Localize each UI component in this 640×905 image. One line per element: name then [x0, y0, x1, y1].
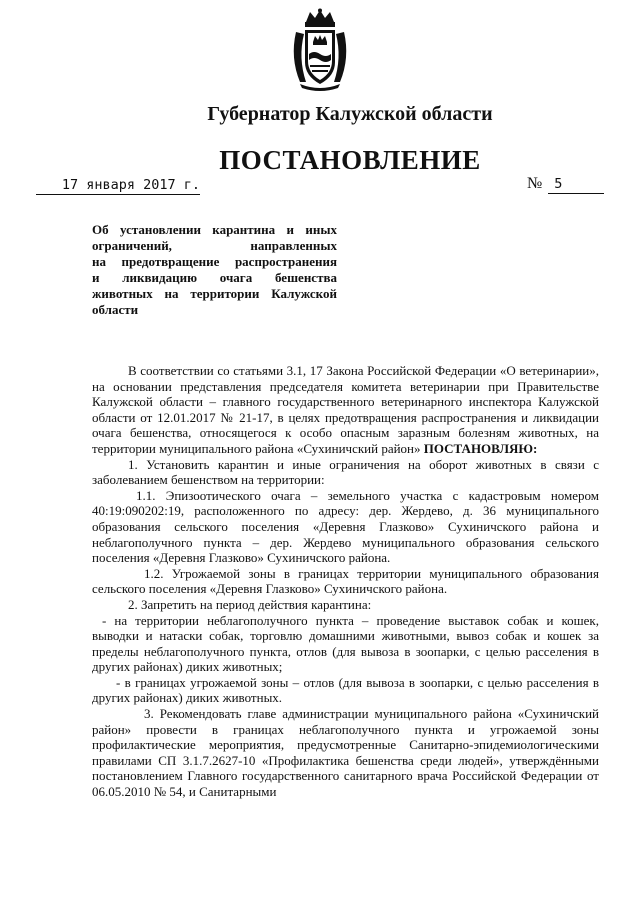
- preamble-text: В соответствии со статьями 3.1, 17 Закона Российской Федерации «О ветеринарии», на основании представления председателя комитета ветеринарии при Правительстве Калужской области – главного государственного ветеринарного инспектора Калужской области от 12.01.2017 № 21-17, в целях предотвращения распространения и ликвидации очага бешенства, относящегося к особо опасным заразным болезням животных, на территории муниципального района «Сухиничский район»: [92, 363, 599, 456]
- item-2-b: - в границах угрожаемой зоны – отлов (для вывоза в зоопарки, с целью расселения в других районах) диких животных.: [92, 674, 599, 706]
- item-3: 3. Рекомендовать главе администрации муниципального района «Сухиничский район» провести в границах неблагополучного пункта и угрожаемой зоны профилактические мероприятия, предусмотренные Санитарно-эпидемиологическими правилами СП 3.1.7.2627-10 «Профилактика бешенства среди людей», утверждёнными постановлением Главного государственного санитарного врача Российской Федерации от 06.05.2010 № 54, и Санитарными: [92, 706, 599, 800]
- subject-line: Об установлении карантина и иных: [92, 222, 337, 237]
- number-value: 5: [548, 175, 604, 194]
- decree-word: ПОСТАНОВЛЯЮ:: [423, 440, 538, 456]
- subject-line: животных на территории Калужской: [92, 286, 337, 301]
- subject-line: и ликвидацию очага бешенства: [92, 270, 337, 285]
- decree-body: [92, 363, 599, 800]
- decree-subject: [92, 222, 337, 318]
- preamble-paragraph: [92, 363, 599, 457]
- item-2-a: - на территории неблагополучного пункта – проведение выставок собак и кошек, выводки и натаски собак, торговлю домашними животными, вывоз собак и кошек за пределы неблагополучного пункта, отлов (для вывоза в зоопарки, с целью расселения в других районах) диких животных;: [92, 612, 599, 675]
- subject-line: на предотвращение распространения: [92, 254, 337, 269]
- item-1-1: 1.1. Эпизоотического очага – земельного участка с кадастровым номером 40:19:090202:19, расположенного по адресу: дер. Жердево, д. 36 муниципального образования сельского поселения «Деревня Глазково» Сухиничского района и неблагополучного пункта – дер. Жердево муниципального образования сельского поселения «Деревня Глазково» Сухиничского района.: [92, 487, 599, 566]
- decree-title: ПОСТАНОВЛЕНИЕ: [219, 145, 481, 175]
- decree-number: [527, 175, 613, 194]
- item-2: 2. Запретить на период действия карантина:: [128, 596, 372, 612]
- item-1-2: 1.2. Угрожаемой зоны в границах территории муниципального образования сельского поселения «Деревня Глазково» Сухиничского района.: [92, 565, 599, 597]
- kaluga-coat-of-arms-icon: [288, 8, 352, 92]
- governor-heading: Губернатор Калужской области: [207, 103, 493, 125]
- subject-line: ограничений, направленных: [92, 238, 337, 253]
- subject-line: области: [92, 302, 139, 317]
- item-1: 1. Установить карантин и иные ограничения на оборот животных в связи с заболеванием бешенством на территории:: [92, 456, 599, 488]
- number-sign: №: [527, 175, 543, 192]
- decree-date: 17 января 2017 г.: [36, 177, 200, 195]
